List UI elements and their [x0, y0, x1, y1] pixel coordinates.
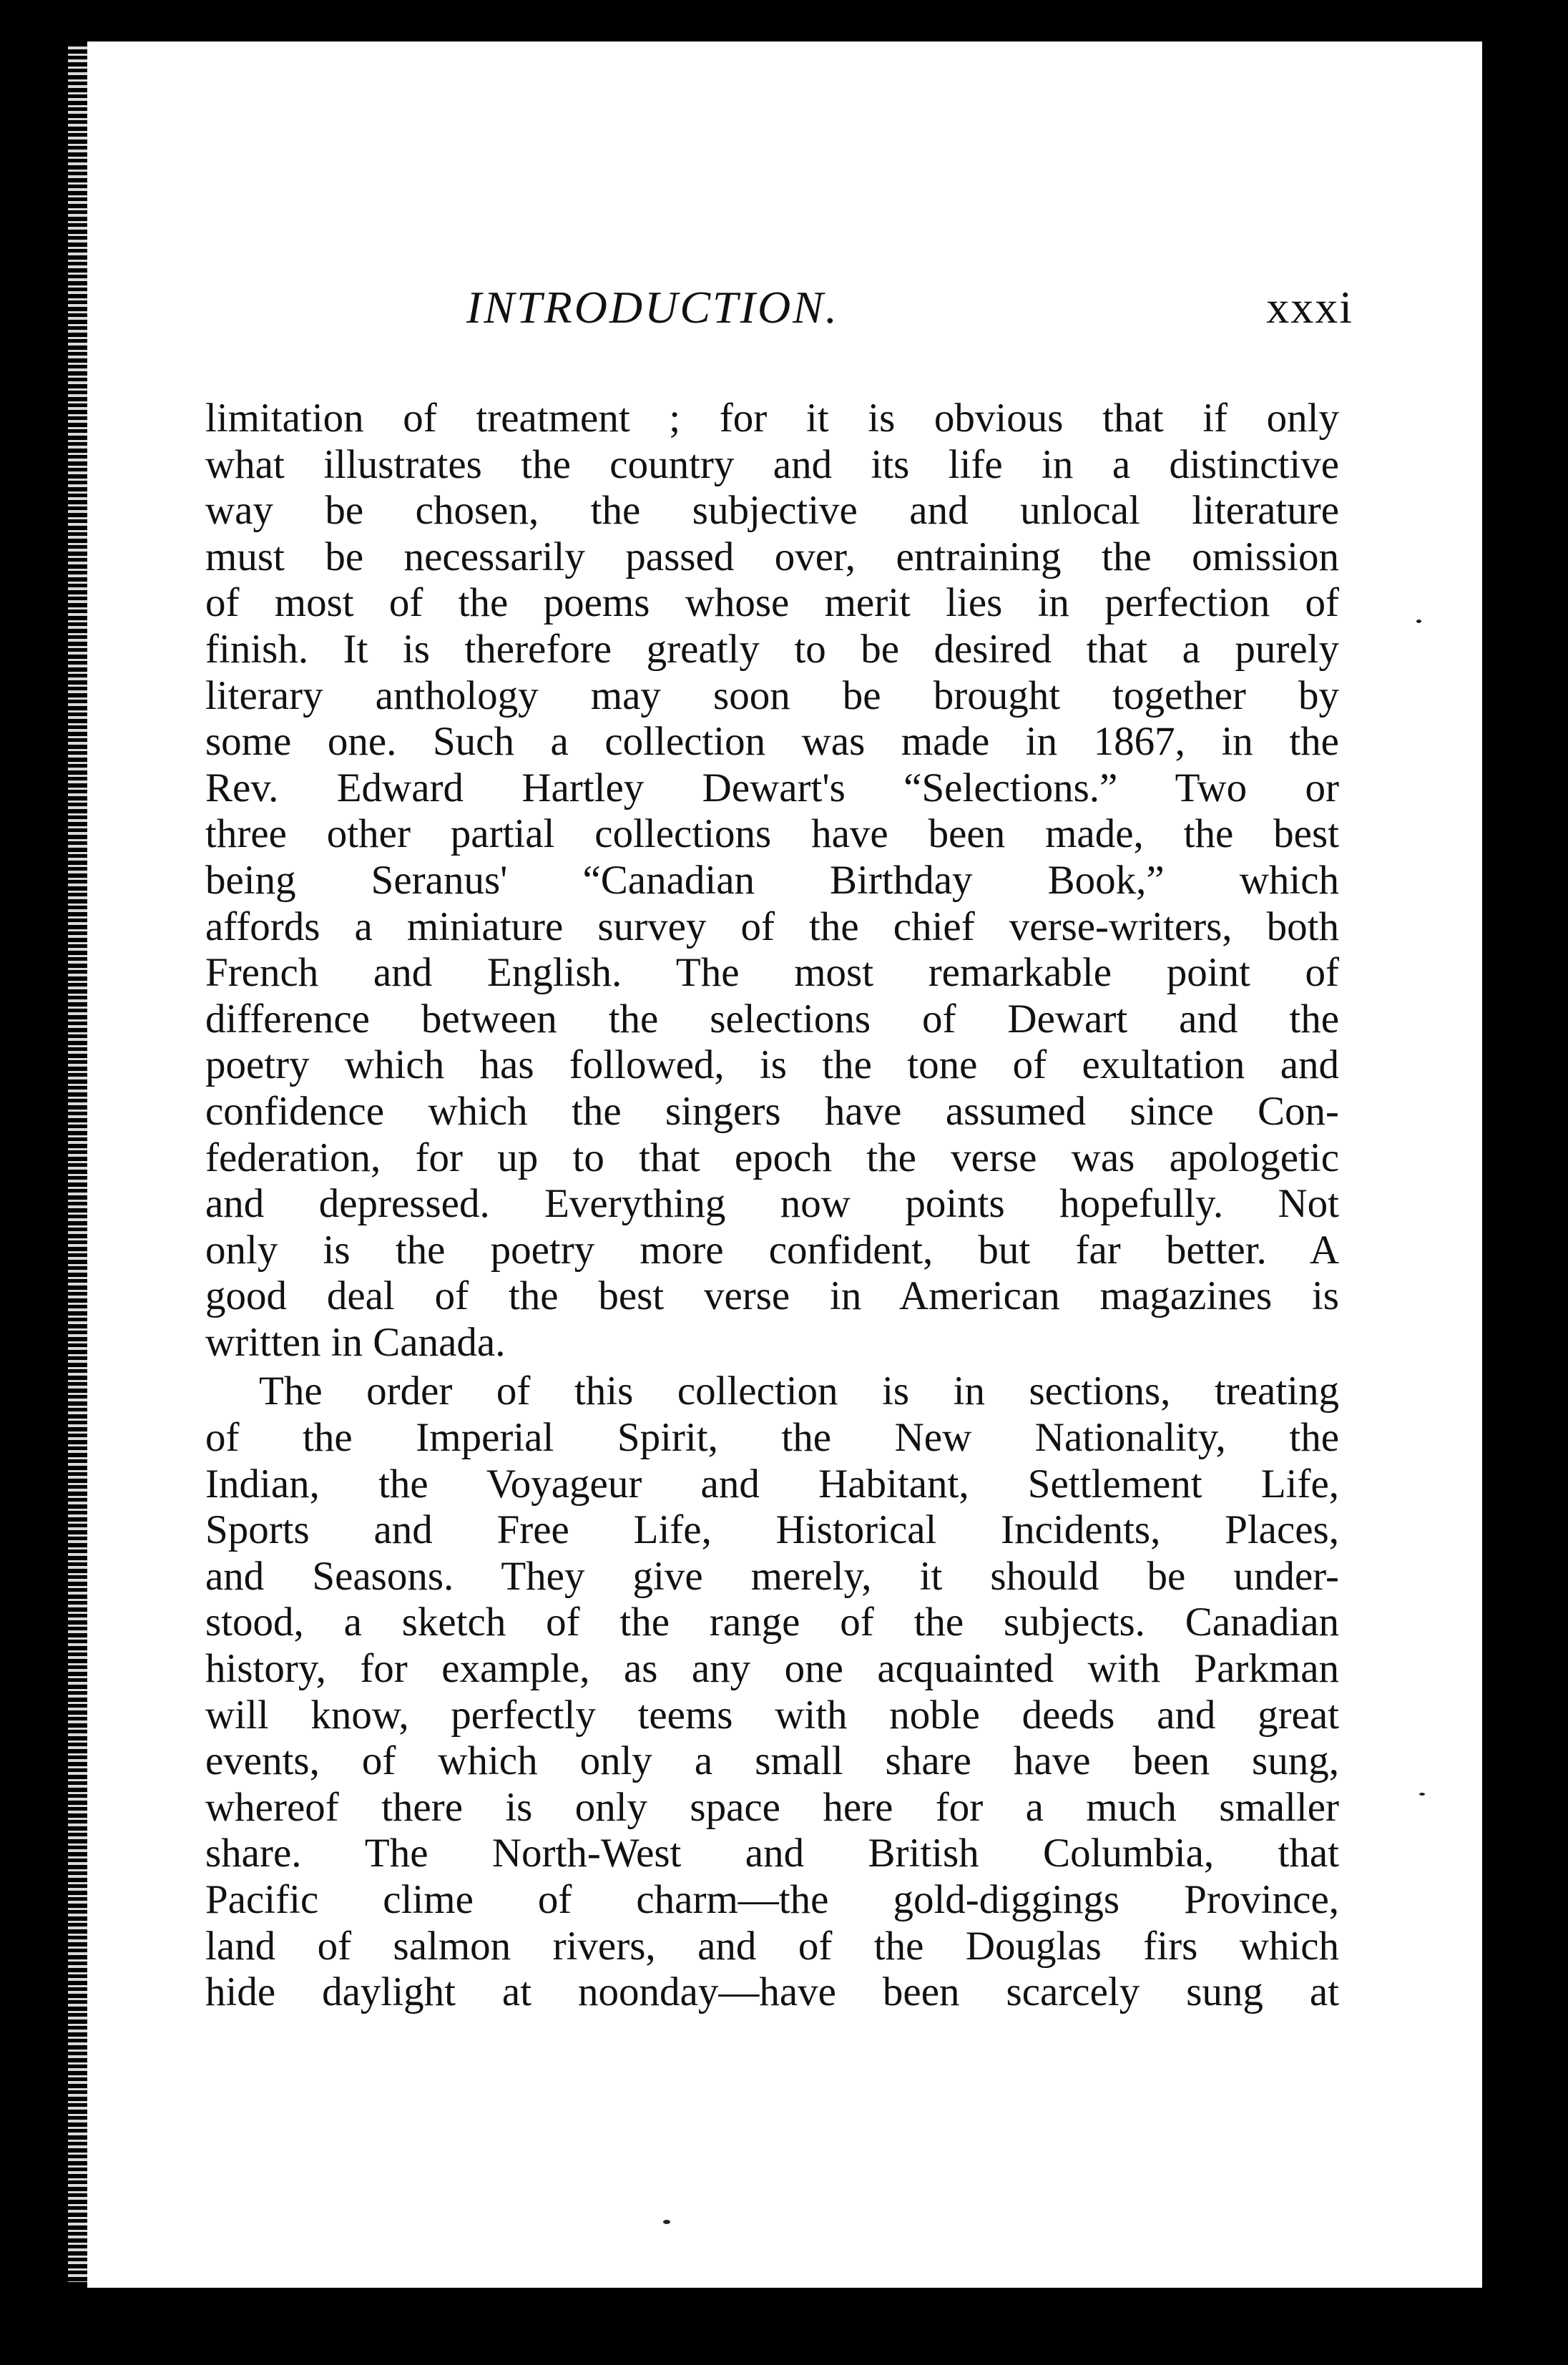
- page-header: [87, 281, 1482, 353]
- text-line: finish. It is therefore greatly to be desired that a purely: [205, 626, 1339, 672]
- text-line: written in Canada.: [205, 1319, 506, 1365]
- text-line: Rev. Edward Hartley Dewart's “Selections.” Two or: [205, 765, 1339, 811]
- text-line: events, of which only a small share have been sung,: [205, 1738, 1339, 1784]
- text-line: Pacific clime of charm—the gold-diggings Province,: [205, 1877, 1339, 1922]
- scan-speck: [663, 2220, 670, 2224]
- text-line: will know, perfectly teems with noble deeds and great: [205, 1692, 1339, 1738]
- text-line: and depressed. Everything now points hopefully. Not: [205, 1181, 1339, 1227]
- text-line: whereof there is only space here for a much smaller: [205, 1784, 1339, 1830]
- text-line: hide daylight at noonday—have been scarcely sung at: [205, 1969, 1339, 2015]
- text-line: what illustrates the country and its life in a distinctive: [205, 441, 1339, 487]
- text-line: Sports and Free Life, Historical Incidents, Places,: [205, 1507, 1339, 1553]
- text-line: only is the poetry more confident, but far better. A: [205, 1227, 1339, 1273]
- text-line: some one. Such a collection was made in 1867, in the: [205, 719, 1339, 765]
- running-title: INTRODUCTION.: [466, 282, 839, 333]
- text-line: literary anthology may soon be brought together by: [205, 672, 1339, 718]
- text-line: must be necessarily passed over, entraining the omission: [205, 534, 1339, 579]
- text-line: share. The North-West and British Columbia, that: [205, 1831, 1339, 1876]
- text-line: three other partial collections have been made, the best: [205, 811, 1339, 857]
- text-line: federation, for up to that epoch the verse was apologetic: [205, 1135, 1339, 1180]
- body-text: [205, 396, 1339, 2016]
- text-line: way be chosen, the subjective and unlocal literature: [205, 488, 1339, 534]
- text-line: Indian, the Voyageur and Habitant, Settlement Life,: [205, 1461, 1339, 1507]
- text-line: history, for example, as any one acquainted with Parkman: [205, 1646, 1339, 1692]
- text-line: affords a miniature survey of the chief verse-writers, both: [205, 904, 1339, 949]
- scan-speck: [1416, 620, 1421, 623]
- text-line: French and English. The most remarkable point of: [205, 950, 1339, 996]
- scan-speck: [1419, 1793, 1425, 1796]
- text-line: The order of this collection is in sections, treating: [259, 1368, 1339, 1414]
- text-line: difference between the selections of Dewart and the: [205, 996, 1339, 1042]
- book-page: [87, 41, 1482, 2288]
- text-line: good deal of the best verse in American magazines is: [205, 1273, 1339, 1319]
- text-line: of the Imperial Spirit, the New Nationality, the: [205, 1415, 1339, 1461]
- text-line: being Seranus' “Canadian Birthday Book,” which: [205, 857, 1339, 903]
- text-line: poetry which has followed, is the tone of exultation and: [205, 1042, 1339, 1088]
- text-line: and Seasons. They give merely, it should be under-: [205, 1553, 1339, 1599]
- text-line: land of salmon rivers, and of the Douglas firs which: [205, 1923, 1339, 1969]
- page-number: xxxi: [1266, 282, 1353, 333]
- text-line: confidence which the singers have assumed since Con-: [205, 1088, 1339, 1134]
- text-line: of most of the poems whose merit lies in perfection of: [205, 580, 1339, 626]
- text-line: stood, a sketch of the range of the subjects. Canadian: [205, 1600, 1339, 1645]
- text-line: limitation of treatment ; for it is obvious that if only: [205, 396, 1339, 441]
